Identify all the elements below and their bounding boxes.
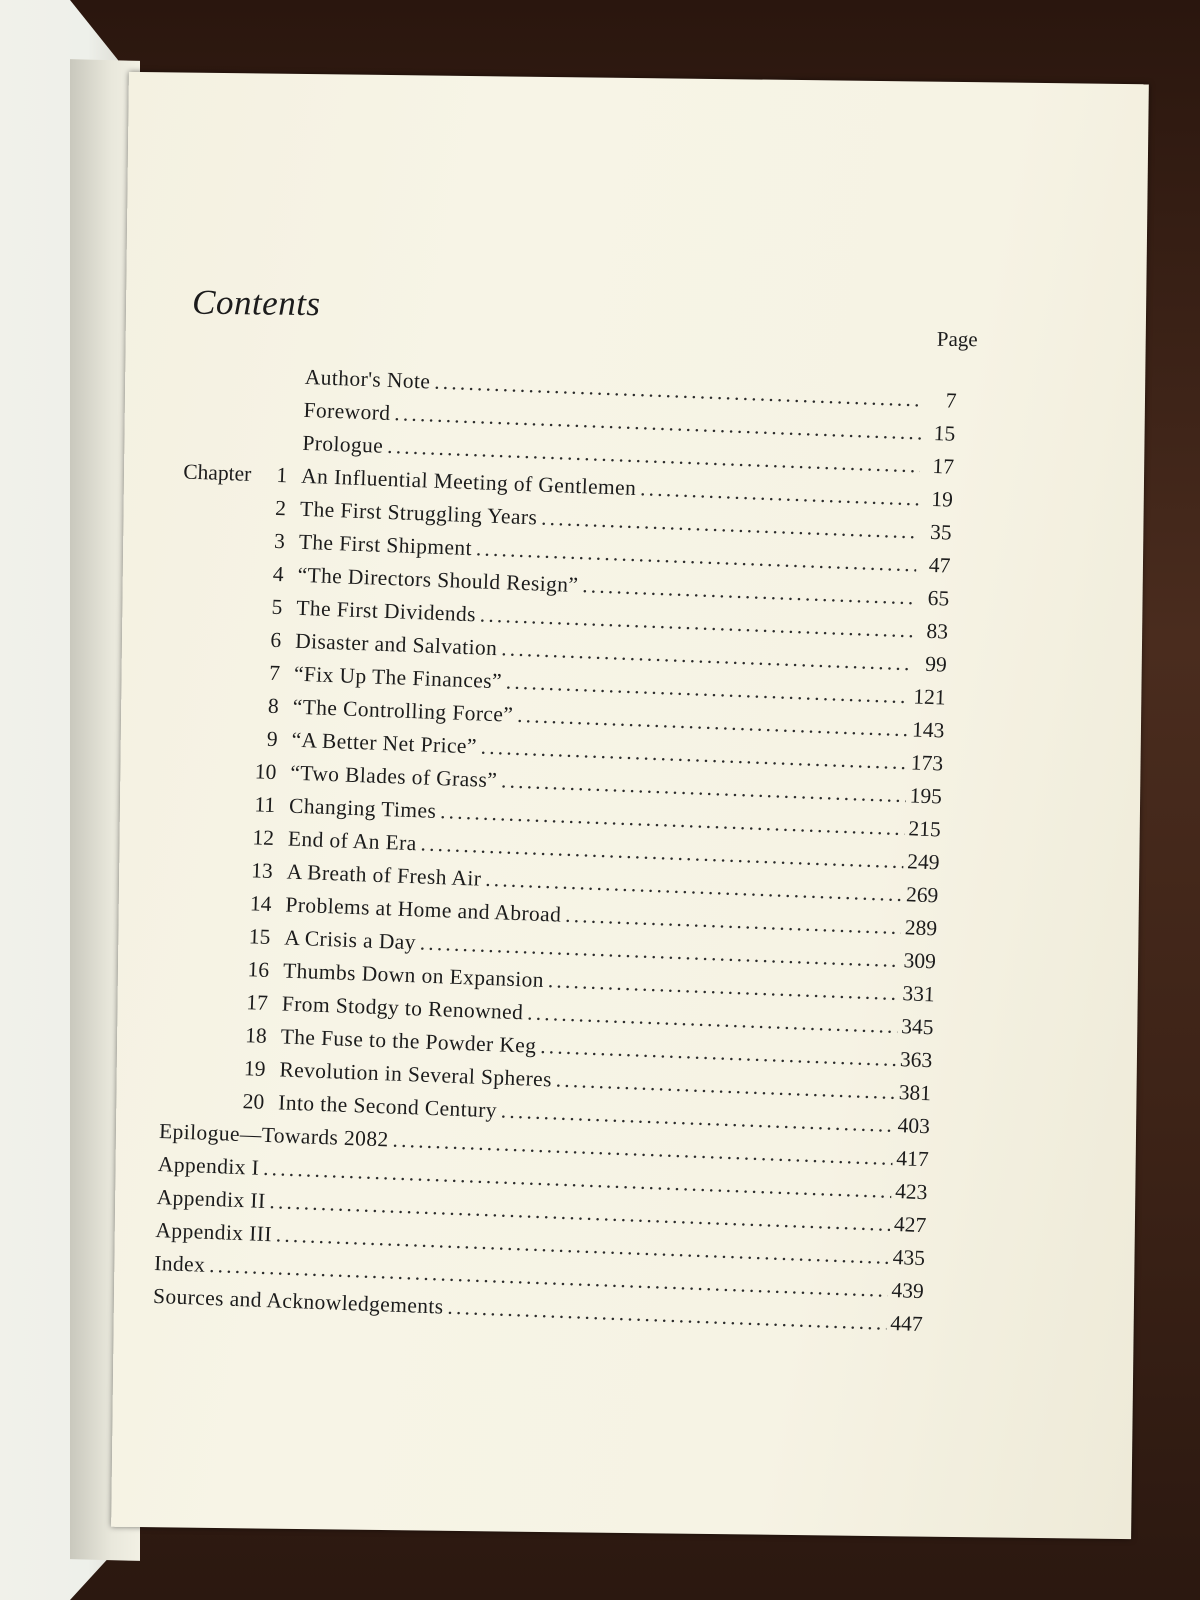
- entry-label: [184, 446, 302, 450]
- entry-label: [179, 558, 298, 587]
- page-number: 363: [899, 1047, 933, 1073]
- entry-label: [187, 380, 305, 384]
- entry-label: [182, 492, 301, 521]
- chapter-number: 10: [254, 759, 277, 785]
- entry-title: Author's Note: [304, 364, 431, 394]
- entry-title: A Breath of Fresh Air: [286, 859, 482, 891]
- page-number: 435: [892, 1245, 926, 1271]
- page-number: 309: [903, 948, 937, 974]
- entry-title: From Stodgy to Renowned: [281, 991, 524, 1025]
- entry-title: “A Better Net Price”: [291, 727, 478, 759]
- chapter-number: 11: [254, 792, 276, 818]
- page-number: 7: [945, 388, 957, 413]
- page-number: 269: [905, 882, 939, 908]
- page-number: 289: [904, 915, 938, 941]
- page-number: 427: [893, 1212, 927, 1238]
- entry-label: [178, 591, 297, 620]
- entry-label: [177, 624, 296, 653]
- contents-page: [111, 72, 1149, 1539]
- chapter-number: 2: [274, 495, 287, 521]
- page-number: 47: [928, 552, 951, 578]
- page-number: 417: [895, 1146, 930, 1172]
- entry-label: [173, 723, 292, 752]
- table-of-contents: [152, 361, 957, 1346]
- entry-label: [166, 921, 285, 950]
- page-number: 173: [910, 750, 944, 776]
- entry-title: The First Dividends: [295, 595, 477, 627]
- page-number: 423: [894, 1179, 928, 1205]
- page-number: 403: [897, 1113, 931, 1139]
- chapter-number: 13: [250, 858, 274, 884]
- entry-label: [183, 459, 302, 488]
- page-number: 65: [927, 585, 950, 611]
- page-number: 215: [908, 816, 942, 842]
- page-number: 331: [902, 981, 936, 1007]
- entry-title: The Fuse to the Powder Keg: [280, 1024, 537, 1058]
- page-number: 143: [911, 717, 945, 743]
- page-number: 195: [909, 783, 943, 809]
- entry-label: [174, 690, 293, 719]
- page-number: 447: [889, 1310, 924, 1337]
- entry-title: The First Struggling Years: [299, 496, 538, 530]
- page-number: 15: [933, 420, 956, 446]
- entry-label: [165, 954, 284, 983]
- chapter-number: 3: [273, 528, 286, 554]
- chapter-number: 5: [271, 594, 283, 620]
- chapter-number: 1: [276, 462, 288, 488]
- entry-title: Appendix I: [157, 1152, 260, 1180]
- entry-title: “Two Blades of Grass”: [289, 760, 498, 793]
- page-number: 345: [900, 1014, 934, 1040]
- entry-title: “Fix Up The Finances”: [293, 661, 503, 694]
- chapter-number: 20: [242, 1089, 265, 1114]
- entry-title: The First Shipment: [298, 529, 473, 561]
- entry-title: Disaster and Salvation: [294, 628, 498, 661]
- entry-title: An Influential Meeting of Gentlemen: [300, 463, 637, 501]
- entry-label: [167, 888, 286, 917]
- page-number: 83: [926, 618, 949, 644]
- entry-title: Revolution in Several Spheres: [279, 1057, 553, 1092]
- chapter-number: 4: [272, 561, 285, 587]
- entry-title: “The Controlling Force”: [292, 694, 514, 727]
- entry-title: Thumbs Down on Expansion: [282, 958, 545, 993]
- page-number: 381: [898, 1080, 932, 1106]
- entry-title: End of An Era: [287, 826, 418, 856]
- page-number: 17: [932, 453, 955, 479]
- entry-label: [160, 1086, 279, 1115]
- chapter-prefix: Chapter: [182, 459, 252, 486]
- chapter-number: 19: [243, 1056, 266, 1081]
- entry-title: Foreword: [303, 397, 391, 426]
- entry-label: [162, 1020, 281, 1049]
- entry-title: Changing Times: [288, 793, 437, 823]
- entry-label: [168, 855, 287, 884]
- entry-label: [171, 789, 290, 818]
- entry-label: [180, 525, 299, 554]
- entry-title: Sources and Acknowledgements: [152, 1283, 444, 1319]
- entry-label: [161, 1053, 280, 1082]
- page-number: 121: [912, 684, 947, 710]
- entry-label: [176, 657, 295, 686]
- chapter-number: 12: [252, 825, 275, 851]
- chapter-number: 6: [270, 627, 282, 653]
- entry-title: Index: [153, 1250, 206, 1277]
- chapter-number: 18: [244, 1023, 268, 1048]
- chapter-number: 7: [268, 660, 281, 686]
- entry-title: Epilogue—Towards 2082: [158, 1119, 390, 1152]
- entry-title: A Crisis a Day: [283, 925, 417, 955]
- entry-title: “The Directors Should Resign”: [297, 562, 579, 598]
- entry-label: [170, 822, 289, 851]
- page-number: 19: [930, 486, 954, 512]
- entry-title: Problems at Home and Abroad: [285, 892, 562, 927]
- chapter-number: 8: [267, 693, 280, 719]
- chapter-number: 15: [248, 924, 271, 949]
- page-title: Contents: [191, 282, 321, 324]
- chapter-number: 17: [245, 990, 269, 1015]
- page-column-header: Page: [936, 326, 978, 352]
- entry-title: Appendix III: [155, 1217, 273, 1247]
- entry-label: [164, 987, 283, 1016]
- entry-label: [172, 756, 291, 785]
- chapter-number: 14: [249, 891, 272, 916]
- chapter-number: 9: [266, 726, 279, 752]
- entry-label: [185, 413, 303, 417]
- chapter-number: 16: [247, 957, 270, 982]
- page-number: 99: [924, 651, 948, 677]
- page-number: 35: [929, 519, 953, 545]
- entry-title: Into the Second Century: [277, 1090, 498, 1123]
- entry-title: Prologue: [302, 430, 384, 458]
- page-number: 249: [906, 849, 940, 875]
- entry-title: Appendix II: [156, 1185, 266, 1213]
- page-number: 439: [891, 1277, 925, 1304]
